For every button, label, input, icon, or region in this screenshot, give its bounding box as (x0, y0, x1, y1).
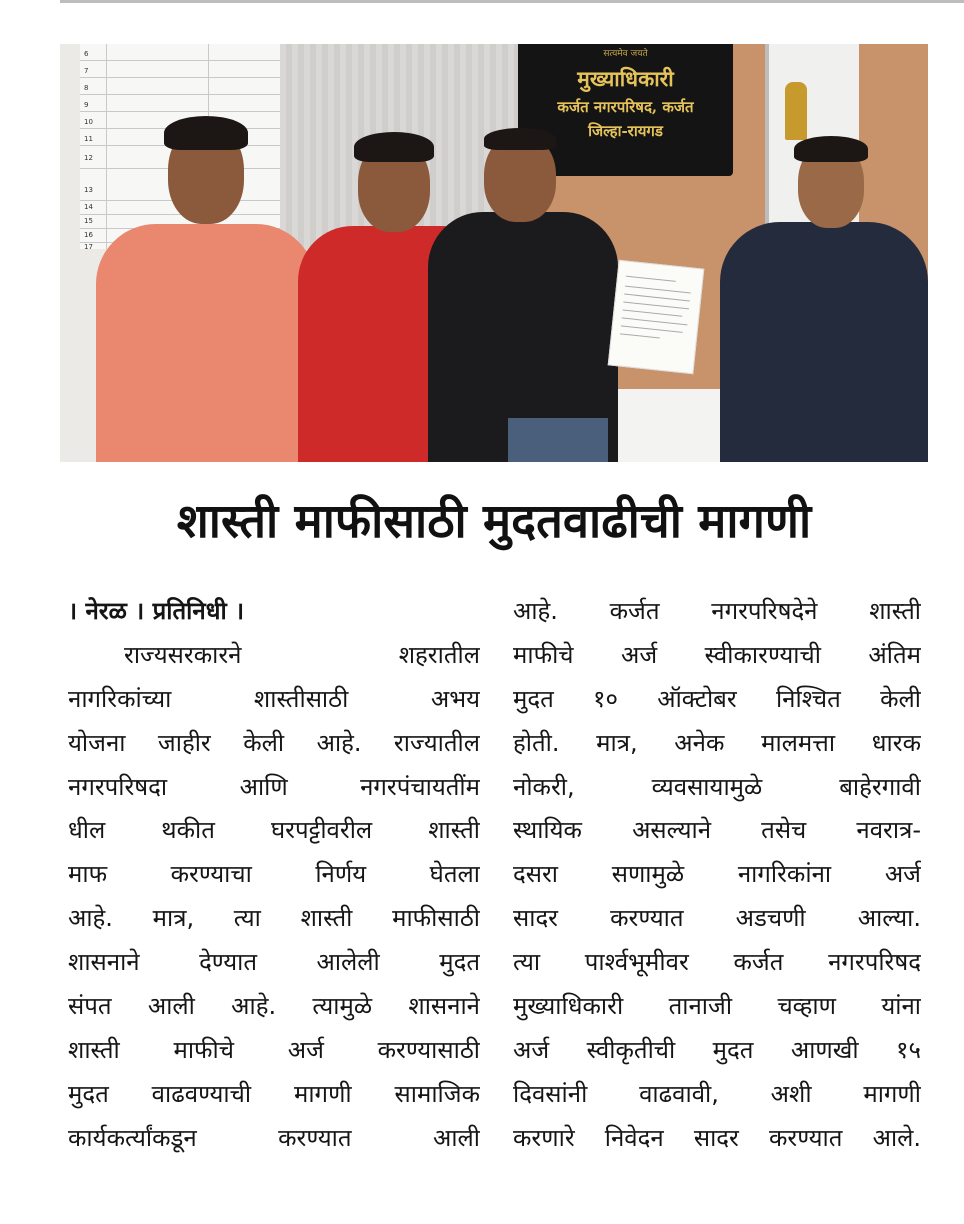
body-line: आहे. मात्र, त्या शास्ती माफीसाठी (68, 904, 480, 933)
board-row-number: 17 (84, 243, 93, 251)
body-line: अर्ज स्वीकृतीची मुदत आणखी १५ (513, 1035, 921, 1064)
sign-line-2: कर्जत नगरपरिषद, कर्जत (557, 98, 694, 116)
trophy (785, 82, 807, 140)
board-row-number: 13 (84, 186, 93, 194)
body-line: दसरा सणामुळे नागरिकांना अर्ज (513, 860, 921, 889)
person-salmon-shirt (96, 104, 316, 462)
body-line: सादर करण्यात अडचणी आल्या. (513, 904, 921, 933)
body-line: मुख्याधिकारी तानाजी चव्हाण यांना (513, 992, 921, 1021)
body-line: शास्ती माफीचे अर्ज करण्यासाठी (68, 1035, 480, 1064)
board-row-number: 11 (84, 135, 93, 143)
body-line: शासनाने देण्यात आलेली मुदत (68, 948, 480, 977)
body-line: राज्यसरकारने शहरातील (124, 640, 480, 669)
body-line: धील थकीत घरपट्टीवरील शास्ती (68, 816, 480, 845)
board-row-number: 9 (84, 101, 89, 109)
body-line: मुदत १० ऑक्टोबर निश्चित केली (513, 684, 921, 713)
sign-emblem-text: सत्यमेव जयते (603, 49, 648, 59)
body-line: नागरिकांच्या शास्तीसाठी अभय (68, 684, 480, 713)
board-row-number: 14 (84, 203, 93, 211)
person-black-shirt (428, 88, 618, 462)
board-row-number: 7 (84, 67, 89, 75)
body-line: त्या पार्श्वभूमीवर कर्जत नगरपरिषद (513, 948, 921, 977)
board-row-number: 12 (84, 154, 93, 162)
sign-title: मुख्याधिकारी (577, 66, 674, 91)
article-column-right (513, 590, 921, 1161)
memorandum-letter (608, 260, 705, 374)
body-line: आहे. कर्जत नगरपरिषदेने शास्ती (513, 597, 921, 625)
board-row-number: 8 (84, 84, 89, 92)
body-line: मुदत वाढवण्याची मागणी सामाजिक (68, 1079, 480, 1108)
board-row-number: 6 (84, 50, 89, 58)
body-line: योजना जाहीर केली आहे. राज्यातील (68, 728, 480, 757)
body-line: स्थायिक असल्याने तसेच नवरात्र- (513, 816, 921, 845)
board-row-number: 10 (84, 118, 93, 126)
body-line: माफीचे अर्ज स्वीकारण्याची अंतिम (513, 640, 921, 669)
body-line: नगरपरिषदा आणि नगरपंचायतींम (68, 772, 480, 801)
body-line: नोकरी, व्यवसायामुळे बाहेरगावी (513, 772, 921, 801)
board-row-number: 16 (84, 231, 93, 239)
body-line: कार्यकर्त्यांकडून करण्यात आली (68, 1123, 480, 1152)
news-photo (60, 44, 928, 462)
article-column-left (68, 590, 480, 1161)
board-row-number: 15 (84, 217, 93, 225)
article-headline: शास्ती माफीसाठी मुदतवाढीची मागणी (176, 494, 812, 549)
body-line: दिवसांनी वाढवावी, अशी मागणी (513, 1079, 921, 1108)
person-navy-shirt (720, 136, 928, 462)
body-line: संपत आली आहे. त्यामुळे शासनाने (68, 992, 480, 1021)
article-dateline: । नेरळ । प्रतिनिधी । (68, 597, 245, 625)
top-rule (60, 0, 964, 3)
body-line: करणारे निवेदन सादर करण्यात आले. (513, 1123, 921, 1152)
body-line: होती. मात्र, अनेक मालमत्ता धारक (513, 728, 921, 757)
sign-line-3: जिल्हा-रायगड (588, 122, 663, 140)
body-line: माफ करण्याचा निर्णय घेतला (68, 860, 480, 889)
